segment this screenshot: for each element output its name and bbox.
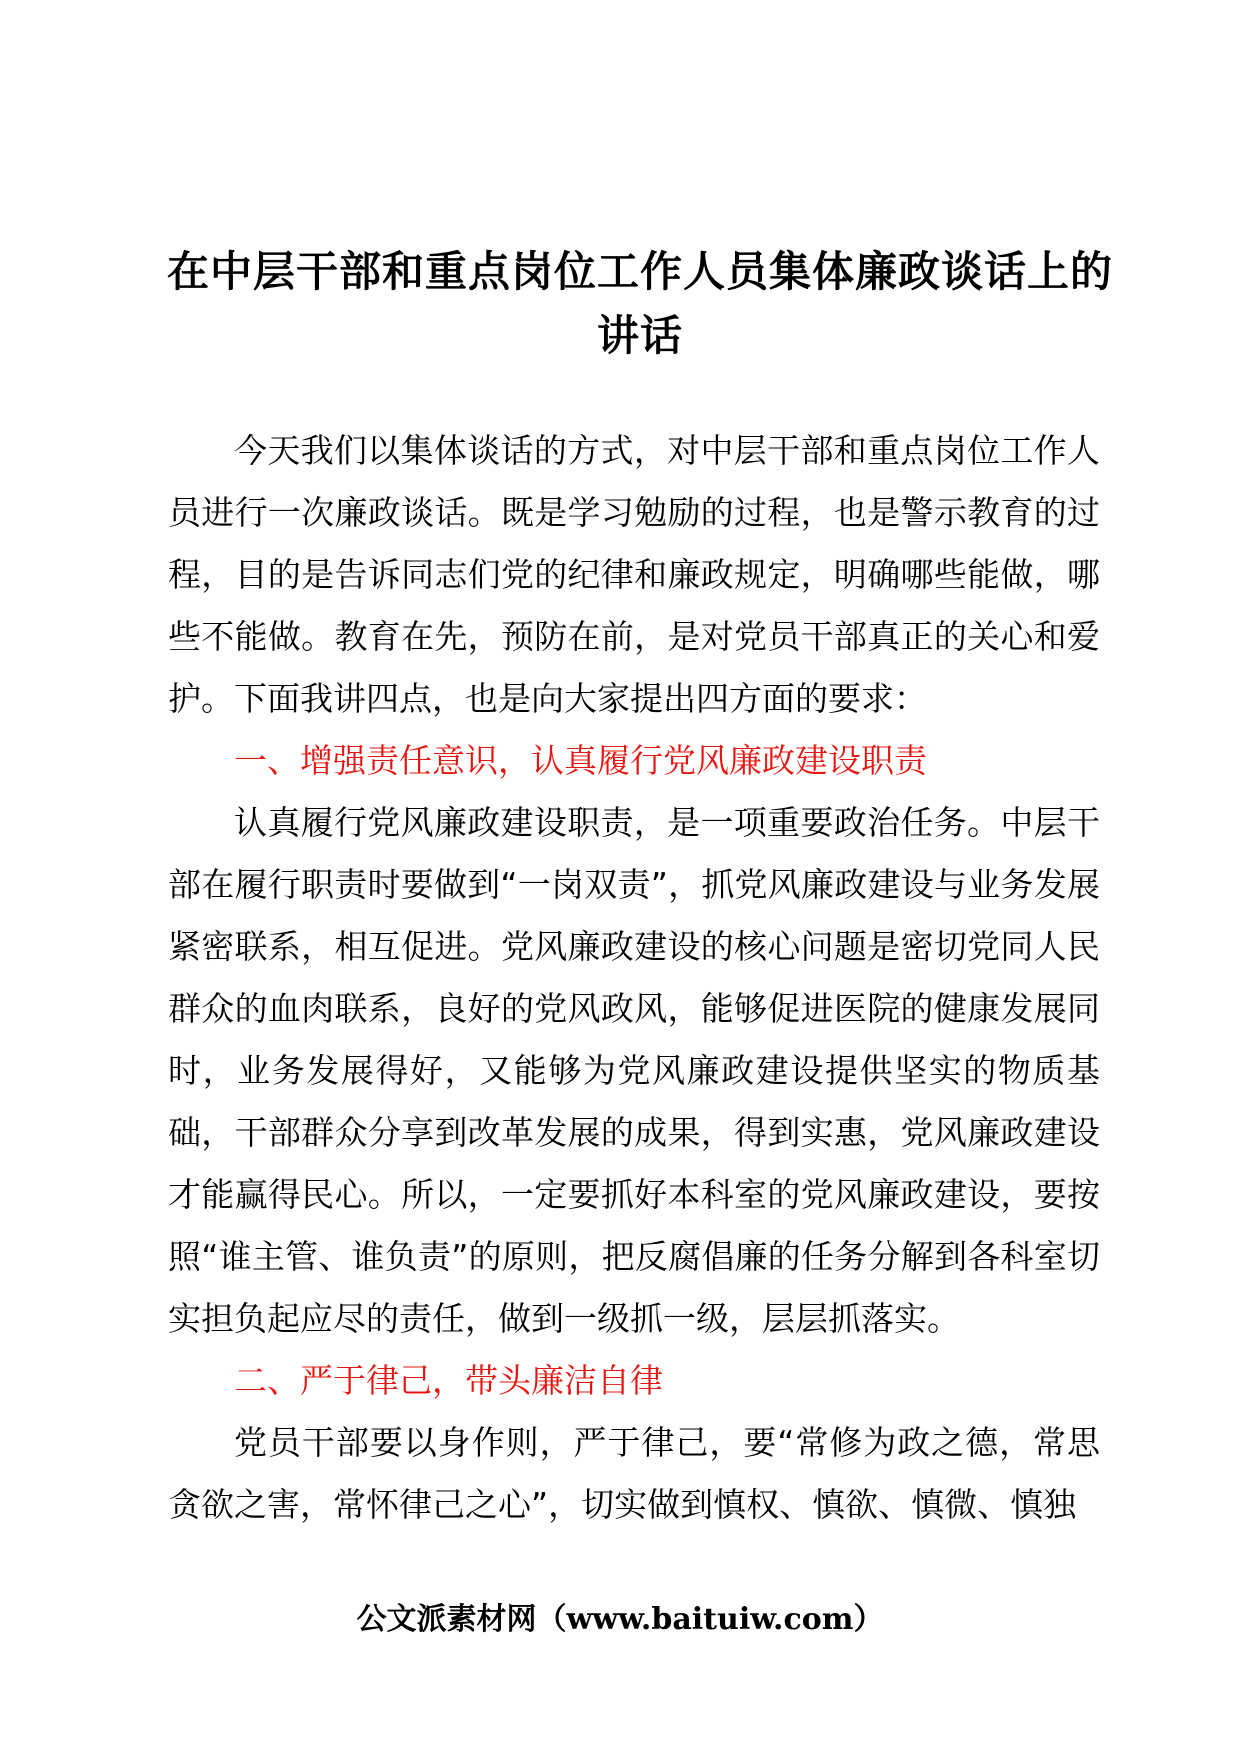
document-title: 在中层干部和重点岗位工作人员集体廉政谈话上的讲话: [166, 247, 1113, 360]
section-heading-2: 二、严于律己，带头廉洁自律: [234, 1361, 663, 1400]
section-heading-1: 一、增强责任意识，认真履行党风廉政建设职责: [234, 741, 927, 780]
paragraph-section-1: 认真履行党风廉政建设职责，是一项重要政治任务。中层干部在履行职责时要做到“一岗双责”，抓党风廉政建设与业务发展紧密联系，相互促进。党风廉政建设的核心问题是密切党同人民群众的血肉联系，良好的党风政风，能够促进医院的健康发展同时，业务发展得好，又能够为党风廉政建设提供坚实的物质基础，干部群众分享到改革发展的成果，得到实惠，党风廉政建设才能赢得民心。所以，一定要抓好本科室的党风廉政建设，要按照“谁主管、谁负责”的原则，把反腐倡廉的任务分解到各科室切实担负起应尽的责任，做到一级抓一级，层层抓落实。: [168, 803, 1100, 1338]
paragraph-section-2: 党员干部要以身作则，严于律己，要“常修为政之德，常思贪欲之害，常怀律己之心”，切实做到慎权、慎欲、慎微、慎独: [168, 1423, 1100, 1524]
document-body: [168, 420, 1100, 1536]
paragraph-intro: 今天我们以集体谈话的方式，对中层干部和重点岗位工作人员进行一次廉政谈话。既是学习勉励的过程，也是警示教育的过程，目的是告诉同志们党的纪律和廉政规定，明确哪些能做，哪些不能做。教育在先，预防在前，是对党员干部真正的关心和爱护。下面我讲四点，也是向大家提出四方面的要求：: [168, 431, 1100, 718]
footer-watermark: 公文派素材网（www.baituiw.com）: [356, 1602, 884, 1637]
